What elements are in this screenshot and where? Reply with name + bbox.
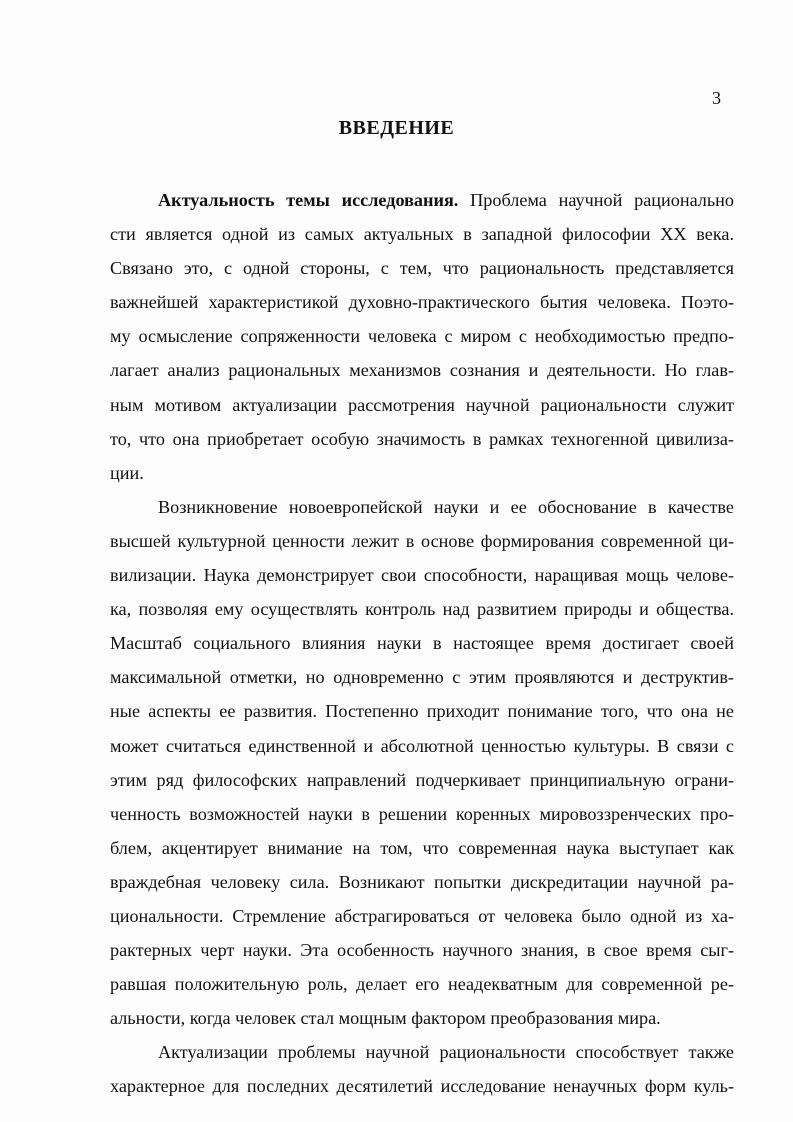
- text-line: ным мотивом актуализации рассмотрения научной рациональности служит: [110, 394, 734, 415]
- text-line: ные аспекты ее развития. Постепенно приходит понимание того, что она не: [110, 701, 734, 722]
- text-line: максимальной отметки, но одновременно с этим проявляются и деструктив-: [110, 667, 734, 688]
- text-line: равшая положительную роль, делает его неадекватным для современной ре-: [110, 974, 734, 995]
- text-line: важнейшей характеристикой духовно-практического бытия человека. Поэто-: [110, 292, 734, 313]
- text-line: блем, акцентирует внимание на том, что современная наука выступает как: [110, 837, 734, 858]
- text-line: ции.: [110, 462, 144, 483]
- text-line: Связано это, с одной стороны, с тем, что рациональность представляется: [110, 258, 734, 279]
- text-line: Актуализации проблемы научной рациональности способствует также: [158, 1042, 734, 1063]
- text-line: ка, позволяя ему осуществлять контроль над развитием природы и общества.: [110, 599, 734, 620]
- lead-phrase: Актуальность темы исследования.: [158, 190, 459, 210]
- text-line: сти является одной из самых актуальных в западной философии XX века.: [110, 224, 734, 245]
- text-line: лагает анализ рациональных механизмов сознания и деятельности. Но глав-: [110, 360, 734, 381]
- body-text: [110, 183, 734, 1104]
- text-line: этим ряд философских направлений подчеркивает принципиальную ограни-: [110, 769, 734, 790]
- text-line: может считаться единственной и абсолютной ценностью культуры. В связи с: [110, 735, 734, 756]
- text-line: рактерных черт науки. Эта особенность научного знания, в свое время сыг-: [110, 940, 734, 961]
- text-line: Масштаб социального влияния науки в настоящее время достигает своей: [110, 633, 734, 654]
- text-line: ченность возможностей науки в решении коренных мировоззренческих про-: [110, 803, 734, 824]
- text-line: высшей культурной ценности лежит в основе формирования современной ци-: [110, 530, 734, 551]
- text-line: Актуальность темы исследования. Проблема научной рационально: [158, 190, 734, 210]
- text-line: враждебная человеку сила. Возникают попытки дискредитации научной ра-: [110, 871, 734, 892]
- text-line: циональности. Стремление абстрагироваться от человека было одной из ха-: [110, 905, 734, 926]
- text-line: Возникновение новоевропейской науки и ее обоснование в качестве: [158, 496, 734, 517]
- section-title: ВВЕДЕНИЕ: [338, 117, 455, 139]
- text-line: вилизации. Наука демонстрирует свои способности, наращивая мощь челове-: [110, 565, 734, 586]
- text-line: му осмысление сопряженности человека с миром с необходимостью предпо-: [110, 326, 734, 347]
- text-line: альности, когда человек стал мощным фактором преобразования мира.: [110, 1008, 661, 1029]
- page-number: 3: [712, 88, 721, 108]
- text-line: то, что она приобретает особую значимость в рамках техногенной цивилиза-: [110, 428, 734, 449]
- text-line: характерное для последних десятилетий исследование ненаучных форм куль-: [110, 1076, 734, 1097]
